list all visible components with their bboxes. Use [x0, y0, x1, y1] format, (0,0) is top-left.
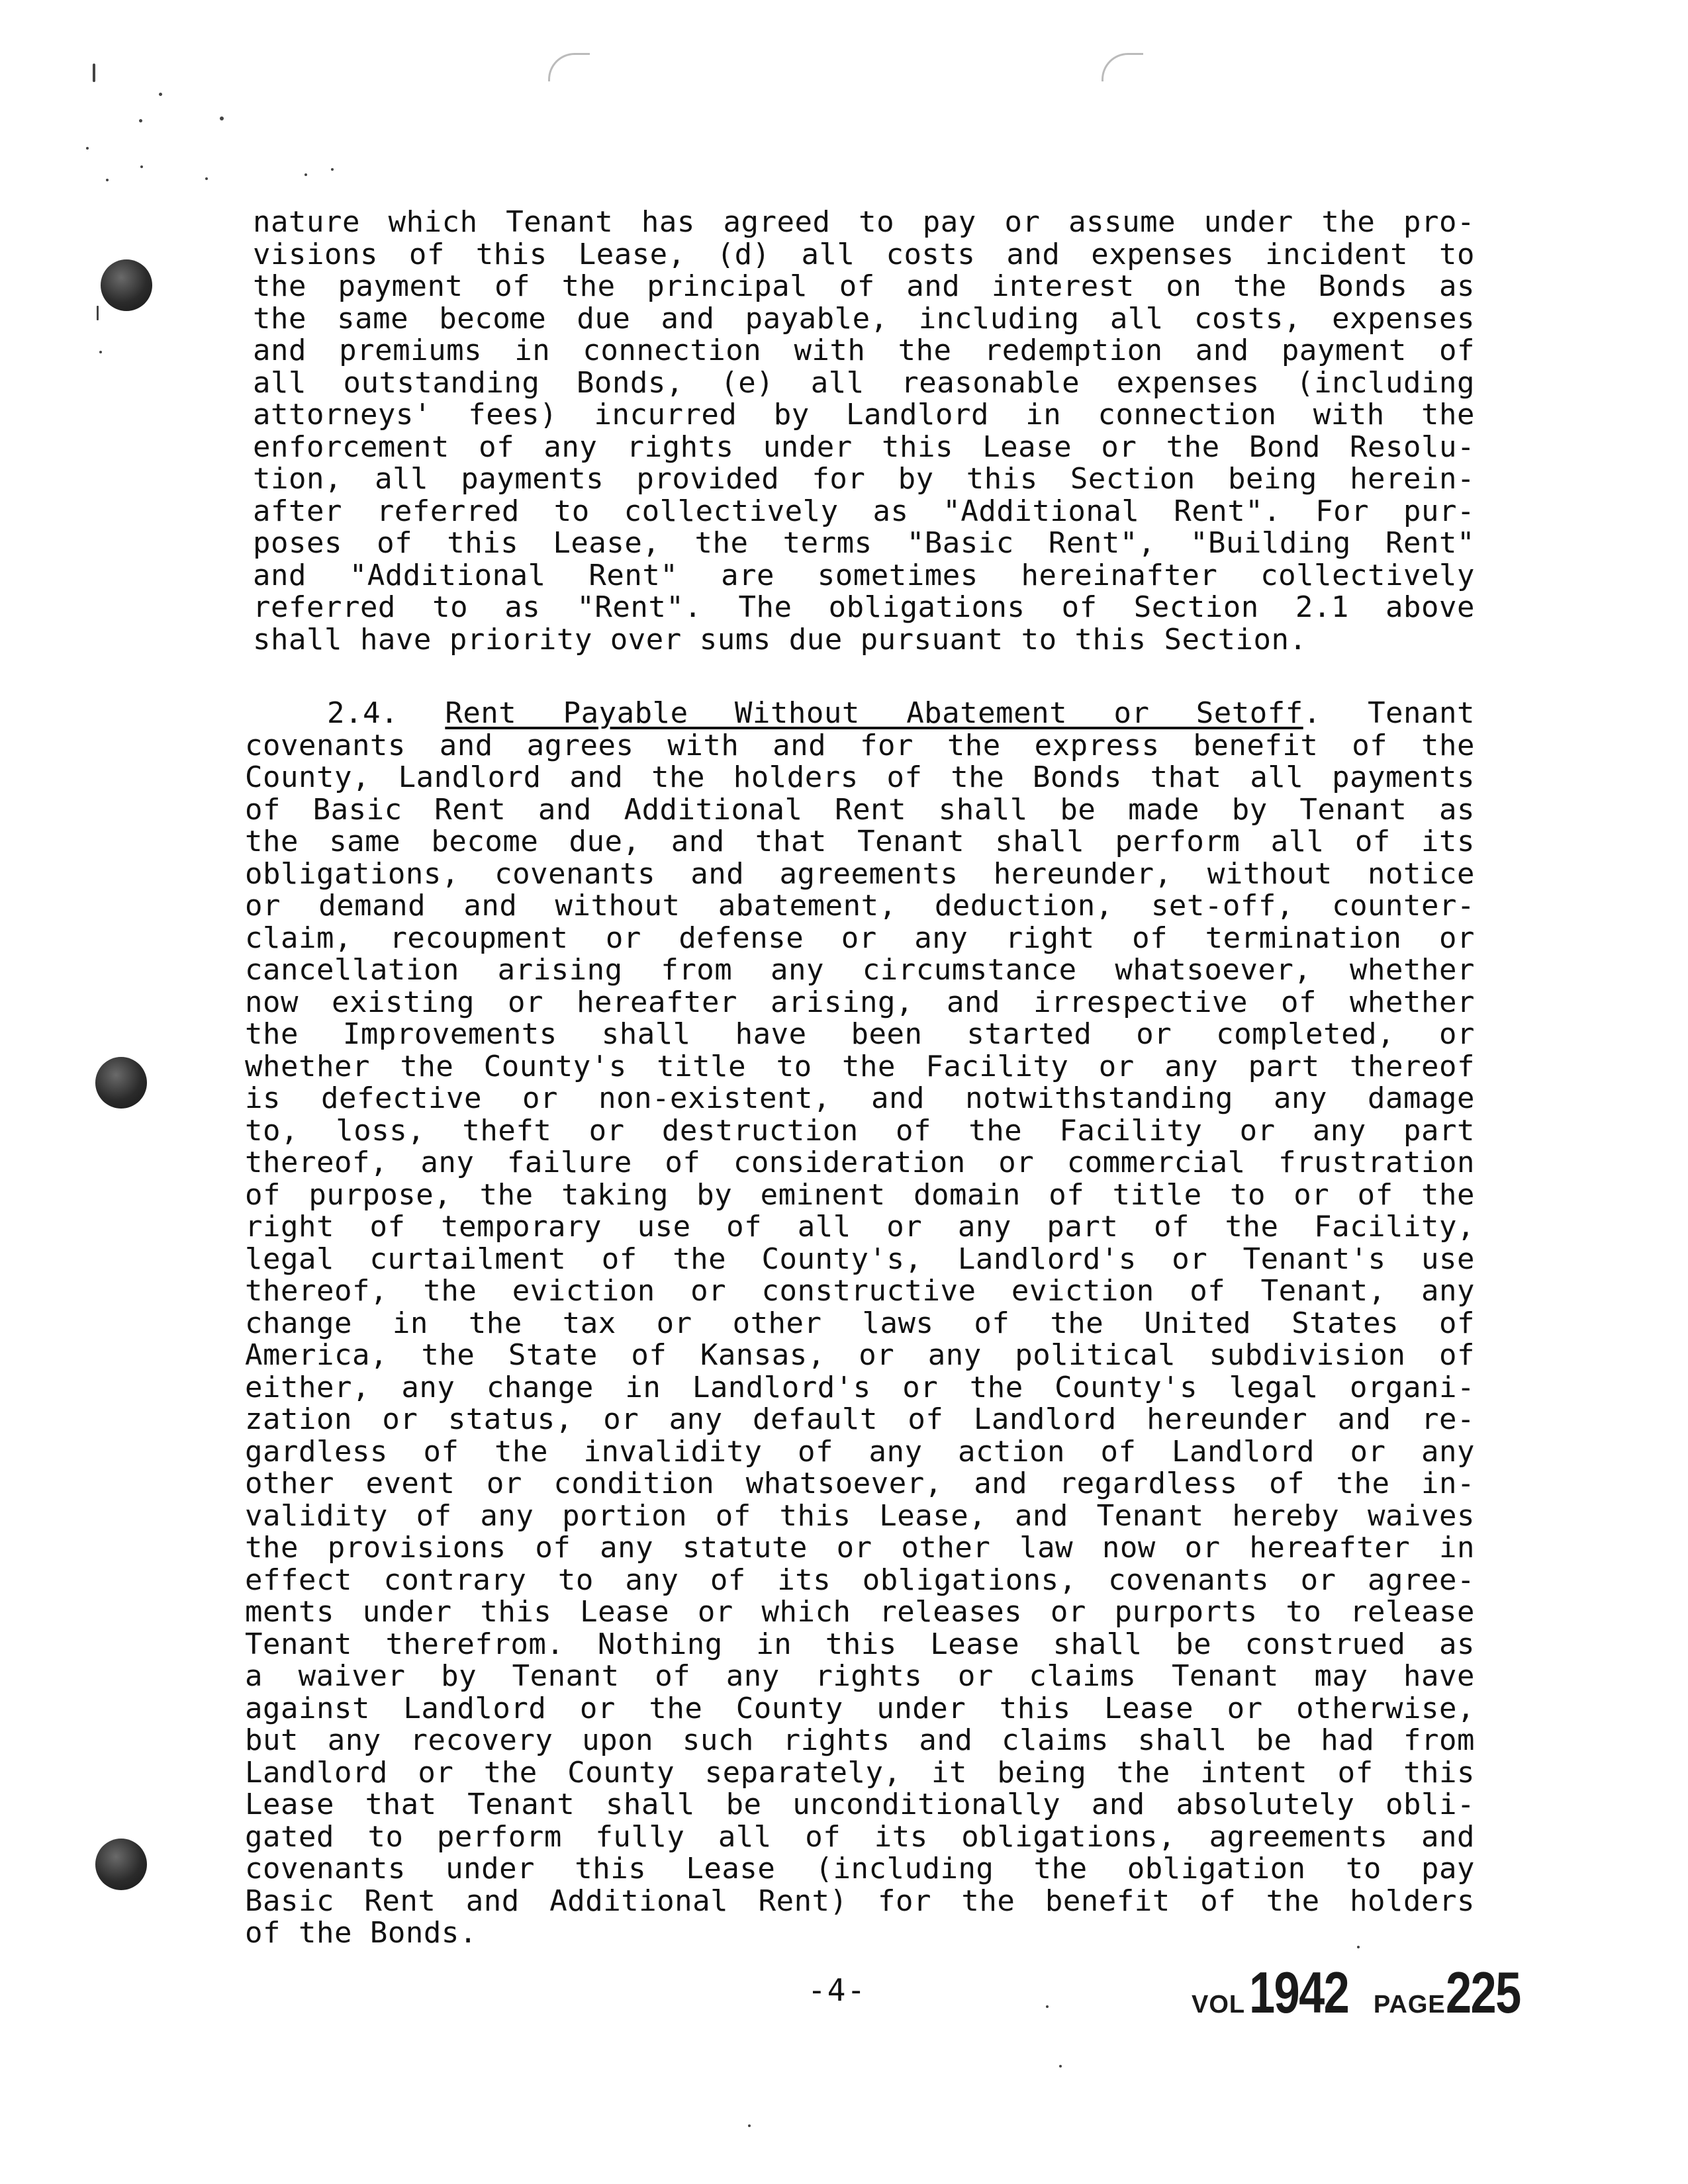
text-line: change in the tax or other laws of the United States of	[245, 1306, 1475, 1340]
punch-hole-top	[101, 259, 152, 311]
text-line: whether the County's title to the Facility or any part thereof	[245, 1049, 1475, 1083]
text-line: to, loss, theft or destruction of the Facility or any part	[245, 1113, 1475, 1148]
text-line: of Basic Rent and Additional Rent shall be made by Tenant as	[245, 792, 1475, 827]
scan-mark	[1102, 53, 1143, 81]
text-line: right of temporary use of all or any part of the Facility,	[245, 1210, 1475, 1244]
scan-speck	[140, 165, 143, 168]
text-line: but any recovery upon such rights and claims shall be had from	[245, 1723, 1475, 1757]
text-line: attorneys' fees) incurred by Landlord in connection with the	[253, 398, 1475, 432]
text-line: ments under this Lease or which releases or purports to release	[245, 1595, 1475, 1629]
recording-stamp	[1192, 1959, 1539, 2026]
text-line: zation or status, or any default of Landlord hereunder and re-	[245, 1402, 1475, 1436]
text-line: against Landlord or the County under this Lease or otherwise,	[245, 1691, 1475, 1725]
text-line: thereof, the eviction or constructive eviction of Tenant, any	[245, 1274, 1475, 1308]
text-line: and premiums in connection with the redemption and payment of	[253, 334, 1475, 367]
text-line: nature which Tenant has agreed to pay or assume under the pro-	[253, 205, 1475, 239]
text-line: tion, all payments provided for by this Section being herein-	[253, 462, 1475, 496]
text-line: now existing or hereafter arising, and irrespective of whether	[245, 985, 1475, 1019]
text-line: poses of this Lease, the terms "Basic Rent", "Building Rent"	[253, 526, 1475, 560]
scan-speck	[99, 351, 102, 353]
text-line: Lease that Tenant shall be unconditionally and absolutely obli-	[245, 1788, 1475, 1821]
text-line: is defective or non-existent, and notwithstanding any damage	[245, 1081, 1475, 1115]
text-line: shall have priority over sums due pursuant to this Section.	[253, 622, 1307, 657]
text-line: Basic Rent and Additional Rent) for the benefit of the holders	[245, 1884, 1475, 1918]
scan-speck	[86, 147, 89, 150]
scan-speck	[139, 119, 142, 122]
scan-speck	[331, 168, 334, 171]
section-2-4	[245, 698, 1475, 1950]
text-line: obligations, covenants and agreements hereunder, without notice	[245, 856, 1475, 891]
section-heading: Rent Payable Without Abatement or Setoff	[445, 696, 1303, 730]
text-line: either, any change in Landlord's or the County's legal organi-	[245, 1370, 1475, 1404]
text-line: a waiver by Tenant of any rights or claims Tenant may have	[245, 1659, 1475, 1693]
scan-speck	[748, 2124, 751, 2127]
text-line: and "Additional Rent" are sometimes hereinafter collectively	[253, 558, 1475, 592]
text-line: legal curtailment of the County's, Landlord's or Tenant's use	[245, 1242, 1475, 1276]
text-line: of the Bonds.	[245, 1916, 477, 1950]
text-line: of purpose, the taking by eminent domain of title to or of the	[245, 1177, 1475, 1212]
text-line: Landlord or the County separately, it being the intent of this	[245, 1755, 1475, 1790]
text-line: referred to as "Rent". The obligations of Section 2.1 above	[253, 590, 1475, 624]
page-number: -4-	[808, 1972, 867, 2008]
text-line: Tenant therefrom. Nothing in this Lease shall be construed as	[245, 1627, 1475, 1661]
scan-mark	[548, 53, 590, 81]
text-line: after referred to collectively as "Additional Rent". For pur-	[253, 494, 1475, 528]
text-line: thereof, any failure of consideration or commercial frustration	[245, 1146, 1475, 1179]
scan-speck	[93, 64, 95, 82]
text-line: all outstanding Bonds, (e) all reasonable expenses (including	[253, 365, 1475, 400]
text-line: the Improvements shall have been started or completed, or	[245, 1017, 1475, 1051]
text-line: cancellation arising from any circumstance whatsoever, whether	[245, 953, 1475, 987]
heading-suffix: . Tenant	[1303, 696, 1476, 730]
text-line: the provisions of any statute or other law now or hereafter in	[245, 1531, 1475, 1565]
scan-speck	[220, 116, 224, 120]
scan-speck	[1046, 2005, 1049, 2008]
text-line: the same become due, and that Tenant shall perform all of its	[245, 825, 1475, 858]
scan-speck	[159, 93, 162, 96]
scan-speck	[205, 177, 208, 180]
text-line: County, Landlord and the holders of the Bonds that all payments	[245, 760, 1475, 794]
text-line: validity of any portion of this Lease, and Tenant hereby waives	[245, 1498, 1475, 1533]
stamp-page-label: PAGE	[1373, 1991, 1446, 2019]
stamp-volume-number: 1942	[1249, 1960, 1349, 2025]
text-line: covenants under this Lease (including the obligation to pay	[245, 1852, 1475, 1886]
scan-speck	[305, 173, 307, 176]
text-line: gated to perform fully all of its obligations, agreements and	[245, 1819, 1475, 1854]
scan-speck	[97, 306, 99, 320]
text-line: effect contrary to any of its obligations, covenants or agree-	[245, 1563, 1475, 1597]
text-line: claim, recoupment or defense or any right of termination or	[245, 921, 1475, 955]
text-line: other event or condition whatsoever, and regardless of the in-	[245, 1467, 1475, 1500]
text-line: covenants and agrees with and for the express benefit of the	[245, 728, 1475, 762]
stamp-page-number: 225	[1445, 1960, 1521, 2025]
section-number: 2.4.	[327, 696, 399, 730]
text-line: the same become due and payable, including all costs, expenses	[253, 301, 1475, 336]
stamp-vol-label: VOL	[1192, 1991, 1246, 2019]
text-line: America, the State of Kansas, or any political subdivision of	[245, 1338, 1475, 1372]
text-line: or demand and without abatement, deduction, set-off, counter-	[245, 889, 1475, 923]
paragraph-continued	[253, 206, 1475, 656]
scan-speck	[106, 179, 109, 181]
section-heading-line	[245, 698, 1475, 730]
punch-hole-bottom	[95, 1839, 147, 1890]
text-line: visions of this Lease, (d) all costs and expenses incident to	[253, 237, 1475, 271]
text-line: gardless of the invalidity of any action of Landlord or any	[245, 1434, 1475, 1469]
punch-hole-middle	[95, 1057, 147, 1109]
text-line: the payment of the principal of and interest on the Bonds as	[253, 269, 1475, 303]
scan-speck	[1059, 2065, 1062, 2068]
text-line: enforcement of any rights under this Lease or the Bond Resolu-	[253, 430, 1475, 464]
